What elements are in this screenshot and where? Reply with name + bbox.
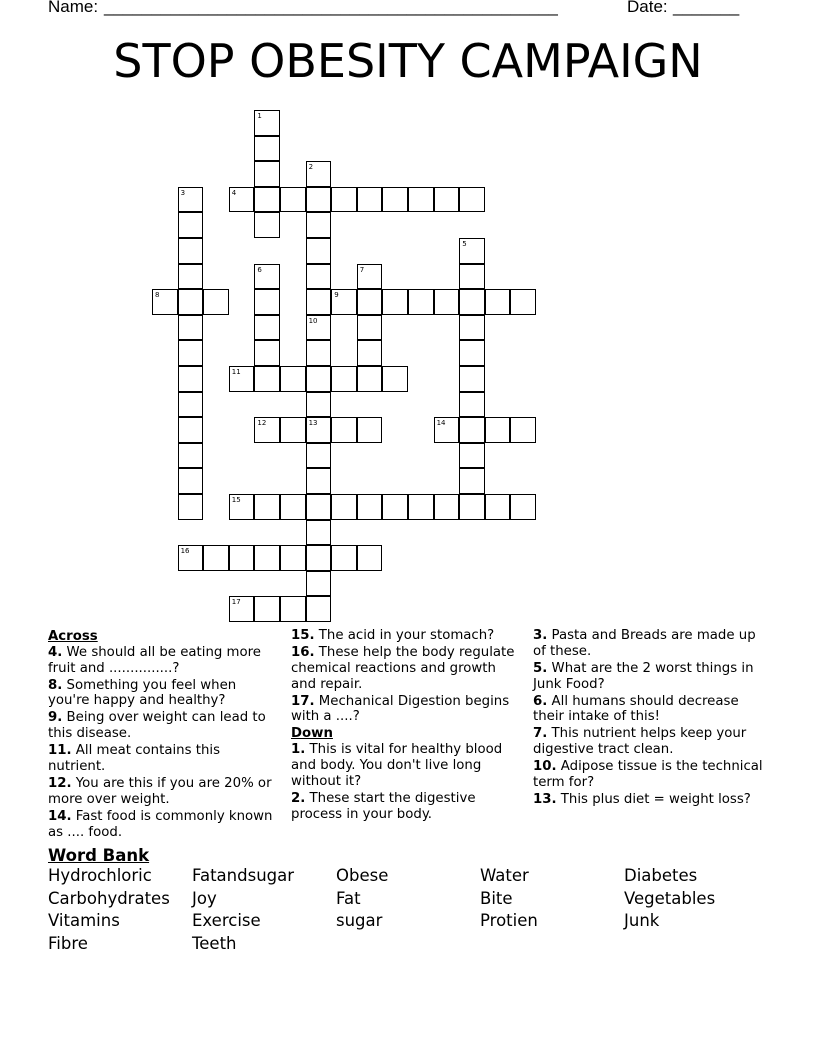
grid-cell[interactable] [178, 443, 204, 469]
grid-cell[interactable] [459, 366, 485, 392]
word-bank-word: Carbohydrates [48, 889, 170, 908]
word-bank-word: Teeth [192, 934, 237, 953]
grid-cell[interactable] [280, 417, 306, 443]
grid-cell[interactable] [178, 187, 204, 213]
grid-cell[interactable] [306, 494, 332, 520]
grid-cell[interactable] [306, 161, 332, 187]
word-bank-word: Diabetes [624, 866, 698, 885]
grid-cell[interactable] [459, 289, 485, 315]
clues-column-1 [48, 628, 280, 841]
grid-cell[interactable] [254, 187, 280, 213]
word-bank-word: Hydrochloric [48, 866, 152, 885]
grid-cell[interactable] [306, 264, 332, 290]
grid-cell[interactable] [459, 417, 485, 443]
grid-cell[interactable] [408, 289, 434, 315]
grid-cell[interactable] [459, 340, 485, 366]
grid-cell[interactable] [178, 340, 204, 366]
clue-across-16: 16. These help the body regulate chemical reactions and growth and repair. [291, 644, 515, 692]
down-heading: Down [291, 726, 333, 742]
clues-column-3 [533, 628, 765, 809]
date-label: Date: [627, 0, 668, 16]
grid-cell[interactable] [357, 187, 383, 213]
grid-cell[interactable] [357, 340, 383, 366]
grid-cell[interactable] [254, 494, 280, 520]
grid-cell[interactable] [306, 545, 332, 571]
grid-cell[interactable] [357, 289, 383, 315]
grid-cell[interactable] [306, 520, 332, 546]
grid-cell[interactable] [408, 494, 434, 520]
grid-cell[interactable] [306, 468, 332, 494]
grid-cell[interactable] [331, 494, 357, 520]
grid-cell[interactable] [408, 187, 434, 213]
grid-cell[interactable] [459, 187, 485, 213]
word-bank-word: sugar [336, 911, 383, 930]
cell-number: 10 [308, 316, 318, 325]
name-field[interactable]: ________________________________________________ [104, 0, 558, 16]
grid-cell[interactable] [459, 443, 485, 469]
grid-cell[interactable] [254, 545, 280, 571]
cell-number: 11 [231, 368, 241, 376]
grid-cell[interactable] [357, 366, 383, 392]
grid-cell[interactable] [459, 468, 485, 494]
grid-cell[interactable] [331, 545, 357, 571]
word-bank-word: Fat [336, 889, 361, 908]
grid-cell[interactable] [306, 366, 332, 392]
across-heading: Across [48, 629, 98, 644]
grid-cell[interactable] [229, 187, 255, 213]
word-bank-word: Water [480, 866, 529, 885]
grid-cell[interactable] [254, 136, 280, 162]
grid-cell[interactable] [382, 289, 408, 315]
grid-cell[interactable] [485, 494, 511, 520]
grid-cell[interactable] [306, 596, 332, 622]
grid-cell[interactable] [178, 238, 204, 264]
cell-number: 3 [180, 188, 186, 197]
grid-cell[interactable] [357, 315, 383, 341]
grid-cell[interactable] [178, 366, 204, 392]
cell-number: 6 [257, 265, 262, 274]
cell-number: 8 [155, 291, 160, 300]
clue-down-1: 1. This is vital for healthy blood and body. You don't live long without it? [291, 742, 503, 789]
date-field[interactable]: _______ [673, 0, 740, 16]
grid-cell[interactable] [254, 264, 280, 290]
grid-cell[interactable] [459, 315, 485, 341]
grid-cell[interactable] [178, 315, 204, 341]
grid-cell[interactable] [254, 417, 280, 443]
grid-cell[interactable] [178, 468, 204, 494]
clue-down-5: 5. What are the 2 worst things in Junk Food? [533, 660, 754, 692]
cell-number: 7 [359, 265, 365, 274]
grid-cell[interactable] [306, 443, 332, 469]
clue-across-12: 12. You are this if you are 20% or more over weight. [48, 775, 272, 807]
grid-cell[interactable] [280, 494, 306, 520]
grid-cell[interactable] [306, 212, 332, 238]
grid-cell[interactable] [280, 187, 306, 213]
grid-cell[interactable] [331, 187, 357, 213]
clue-down-2: 2. These start the digestive process in your body. [291, 790, 476, 822]
clue-down-10: 10. Adipose tissue is the technical term for? [533, 759, 763, 790]
cell-number: 15 [231, 496, 241, 504]
grid-cell[interactable] [178, 392, 204, 418]
clue-across-11: 11. All meat contains this nutrient. [48, 743, 221, 774]
grid-cell[interactable] [254, 212, 280, 238]
word-bank-title: Word Bank [48, 846, 150, 865]
clue-across-4: 4. We should all be eating more fruit and ...............? [48, 644, 261, 676]
grid-cell[interactable] [510, 494, 536, 520]
cell-number: 13 [308, 419, 318, 428]
grid-cell[interactable] [434, 289, 460, 315]
grid-cell[interactable] [306, 571, 332, 597]
grid-cell[interactable] [229, 545, 255, 571]
word-bank-word: Fatandsugar [192, 866, 295, 885]
grid-cell[interactable] [203, 545, 229, 571]
clue-across-17: 17. Mechanical Digestion begins with a ....? [291, 693, 510, 725]
word-bank-word: Protien [480, 911, 538, 930]
clue-across-15: 15. The acid in your stomach? [291, 628, 495, 643]
grid-cell[interactable] [357, 264, 383, 290]
grid-cell[interactable] [280, 366, 306, 392]
grid-cell[interactable] [306, 315, 332, 341]
grid-cell[interactable] [485, 289, 511, 315]
grid-cell[interactable] [280, 596, 306, 622]
grid-cell[interactable] [178, 289, 204, 315]
word-bank-word: Vitamins [48, 911, 120, 930]
grid-cell[interactable] [178, 264, 204, 290]
grid-cell[interactable] [459, 392, 485, 418]
grid-cell[interactable] [254, 161, 280, 187]
clue-down-3: 3. Pasta and Breads are made up of these. [533, 628, 756, 659]
clue-across-14: 14. Fast food is commonly known as .... food. [48, 808, 273, 840]
grid-cell[interactable] [254, 596, 280, 622]
grid-cell[interactable] [229, 494, 255, 520]
word-bank-word: Exercise [192, 911, 261, 930]
grid-cell[interactable] [254, 110, 280, 136]
word-bank-word: Fibre [48, 934, 88, 953]
grid-cell[interactable] [254, 289, 280, 315]
grid-cell[interactable] [203, 289, 229, 315]
grid-cell[interactable] [254, 366, 280, 392]
grid-cell[interactable] [306, 340, 332, 366]
grid-cell[interactable] [152, 289, 178, 315]
word-bank-word: Vegetables [624, 889, 716, 908]
clues-column-2 [291, 628, 523, 824]
word-bank-word: Junk [624, 911, 660, 930]
grid-cell[interactable] [178, 494, 204, 520]
grid-cell[interactable] [254, 340, 280, 366]
grid-cell[interactable] [229, 596, 255, 622]
word-bank-word: Bite [480, 889, 513, 908]
cell-number: 16 [180, 547, 190, 556]
clue-down-6: 6. All humans should decrease their intake of this! [533, 693, 739, 725]
cell-number: 2 [308, 163, 314, 172]
grid-cell[interactable] [178, 212, 204, 238]
grid-cell[interactable] [306, 187, 332, 213]
grid-cell[interactable] [306, 238, 332, 264]
grid-cell[interactable] [510, 417, 536, 443]
grid-cell[interactable] [229, 366, 255, 392]
cell-number: 9 [334, 291, 339, 300]
cell-number: 12 [257, 419, 267, 428]
clue-across-8: 8. Something you feel when you're happy and healthy? [48, 677, 237, 709]
grid-cell[interactable] [178, 545, 204, 571]
grid-cell[interactable] [382, 494, 408, 520]
grid-cell[interactable] [459, 264, 485, 290]
grid-cell[interactable] [485, 417, 511, 443]
grid-cell[interactable] [331, 417, 357, 443]
grid-cell[interactable] [306, 417, 332, 443]
grid-cell[interactable] [382, 366, 408, 392]
clue-down-7: 7. This nutrient helps keep your digestive tract clean. [533, 726, 747, 758]
clue-across-9: 9. Being over weight can lead to this disease. [48, 710, 266, 742]
cell-number: 14 [436, 419, 446, 428]
grid-cell[interactable] [357, 545, 383, 571]
grid-cell[interactable] [434, 187, 460, 213]
name-label: Name: [48, 0, 99, 16]
cell-number: 17 [231, 598, 241, 607]
grid-cell[interactable] [178, 417, 204, 443]
grid-cell[interactable] [382, 187, 408, 213]
word-bank-word: Obese [336, 866, 389, 885]
grid-cell[interactable] [434, 494, 460, 520]
grid-cell[interactable] [331, 366, 357, 392]
grid-cell[interactable] [357, 417, 383, 443]
grid-cell[interactable] [306, 392, 332, 418]
grid-cell[interactable] [459, 238, 485, 264]
cell-number: 5 [462, 240, 467, 248]
word-bank-word: Joy [192, 889, 217, 908]
cell-number: 1 [257, 112, 262, 120]
grid-cell[interactable] [510, 289, 536, 315]
grid-cell[interactable] [306, 289, 332, 315]
grid-cell[interactable] [357, 494, 383, 520]
cell-number: 4 [231, 188, 237, 197]
clue-down-13: 13. This plus diet = weight loss? [533, 791, 751, 807]
grid-cell[interactable] [280, 545, 306, 571]
grid-cell[interactable] [459, 494, 485, 520]
grid-cell[interactable] [254, 315, 280, 341]
grid-cell[interactable] [434, 417, 460, 443]
grid-cell[interactable] [331, 289, 357, 315]
page-title: STOP OBESITY CAMPAIGN [113, 34, 703, 88]
